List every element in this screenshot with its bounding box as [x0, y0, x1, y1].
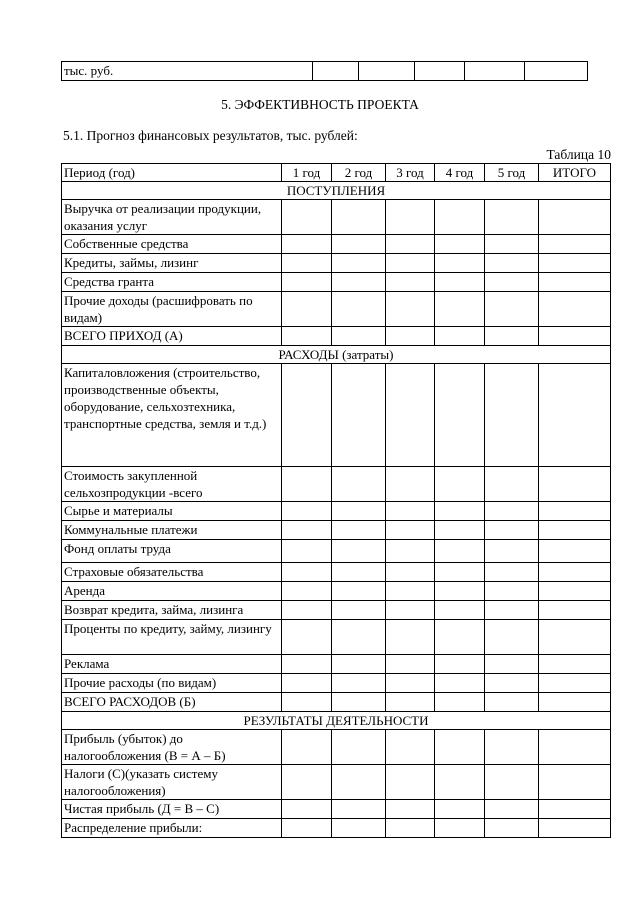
value-cell[interactable]	[282, 273, 332, 292]
value-cell[interactable]	[435, 819, 485, 838]
value-cell[interactable]	[435, 235, 485, 254]
value-cell[interactable]	[485, 540, 539, 563]
row-label-cell: Прочие доходы (расшифровать по видам)	[62, 292, 282, 327]
value-cell[interactable]	[386, 601, 435, 620]
year-header-cell: 5 год	[485, 164, 539, 182]
table-row	[62, 521, 611, 540]
value-cell[interactable]	[282, 467, 332, 502]
value-cell[interactable]	[435, 467, 485, 502]
table-cell	[415, 62, 465, 81]
value-cell[interactable]	[539, 800, 611, 819]
row-label-cell: Собственные средства	[62, 235, 282, 254]
section-title: 5. ЭФФЕКТИВНОСТЬ ПРОЕКТА	[221, 97, 419, 112]
value-cell[interactable]	[332, 235, 386, 254]
value-cell[interactable]	[539, 521, 611, 540]
value-cell[interactable]	[485, 674, 539, 693]
value-cell[interactable]	[332, 254, 386, 273]
row-label-cell: Выручка от реализации продукции, оказания услуг	[62, 200, 282, 235]
table-row	[62, 467, 611, 502]
row-label-cell: Реклама	[62, 655, 282, 674]
value-cell[interactable]	[485, 582, 539, 601]
value-cell[interactable]	[435, 292, 485, 327]
value-cell[interactable]	[485, 521, 539, 540]
value-cell[interactable]	[435, 254, 485, 273]
value-cell[interactable]	[485, 601, 539, 620]
expense-section-row-label: РАСХОДЫ (затраты)	[62, 346, 611, 364]
value-cell[interactable]	[386, 273, 435, 292]
previous-table-fragment	[61, 61, 588, 81]
value-cell[interactable]	[332, 467, 386, 502]
value-cell[interactable]	[282, 800, 332, 819]
year-header-cell: 2 год	[332, 164, 386, 182]
value-cell[interactable]	[386, 200, 435, 235]
value-cell[interactable]	[485, 254, 539, 273]
value-cell[interactable]	[282, 254, 332, 273]
value-cell[interactable]	[435, 800, 485, 819]
row-label-cell: Фонд оплаты труда	[62, 540, 282, 563]
row-label-cell: Аренда	[62, 582, 282, 601]
value-cell[interactable]	[435, 655, 485, 674]
value-cell[interactable]	[386, 563, 435, 582]
value-cell[interactable]	[386, 540, 435, 563]
value-cell[interactable]	[485, 502, 539, 521]
table-row	[62, 364, 611, 467]
table-row	[62, 563, 611, 582]
value-cell[interactable]	[282, 502, 332, 521]
value-cell[interactable]	[332, 800, 386, 819]
value-cell[interactable]	[485, 327, 539, 346]
value-cell[interactable]	[386, 521, 435, 540]
value-cell[interactable]	[282, 540, 332, 563]
financial-forecast-table	[61, 163, 611, 838]
value-cell[interactable]	[539, 273, 611, 292]
value-cell[interactable]	[386, 800, 435, 819]
value-cell[interactable]	[386, 730, 435, 765]
value-cell[interactable]	[282, 819, 332, 838]
table-cell	[525, 62, 588, 81]
value-cell[interactable]	[539, 540, 611, 563]
value-cell[interactable]	[332, 327, 386, 346]
row-label-cell: ВСЕГО РАСХОДОВ (Б)	[62, 693, 282, 712]
table-row	[62, 540, 611, 563]
value-cell[interactable]	[332, 521, 386, 540]
year-header-cell: 1 год	[282, 164, 332, 182]
row-label-cell: Сырье и материалы	[62, 502, 282, 521]
row-label-cell: ВСЕГО ПРИХОД (А)	[62, 327, 282, 346]
row-label-cell: Страховые обязательства	[62, 563, 282, 582]
results-section-row	[62, 712, 611, 730]
value-cell[interactable]	[435, 327, 485, 346]
income-section-row-label: ПОСТУПЛЕНИЯ	[62, 182, 611, 200]
table-row	[62, 292, 611, 327]
value-cell[interactable]	[386, 655, 435, 674]
value-cell[interactable]	[386, 819, 435, 838]
value-cell[interactable]	[539, 674, 611, 693]
year-header-cell: ИТОГО	[539, 164, 611, 182]
value-cell[interactable]	[332, 200, 386, 235]
value-cell[interactable]	[386, 765, 435, 800]
value-cell[interactable]	[435, 620, 485, 655]
value-cell[interactable]	[435, 693, 485, 712]
table-row	[62, 693, 611, 712]
value-cell[interactable]	[539, 582, 611, 601]
value-cell[interactable]	[282, 730, 332, 765]
value-cell[interactable]	[485, 235, 539, 254]
table-row	[62, 674, 611, 693]
table-number: Таблица 10	[546, 147, 611, 162]
row-label-cell: Возврат кредита, займа, лизинга	[62, 601, 282, 620]
value-cell[interactable]	[485, 364, 539, 467]
value-cell[interactable]	[332, 674, 386, 693]
value-cell[interactable]	[435, 765, 485, 800]
value-cell[interactable]	[539, 601, 611, 620]
value-cell[interactable]	[435, 502, 485, 521]
value-cell[interactable]	[435, 582, 485, 601]
value-cell[interactable]	[386, 693, 435, 712]
table-row	[62, 254, 611, 273]
value-cell[interactable]	[332, 655, 386, 674]
value-cell[interactable]	[282, 292, 332, 327]
value-cell[interactable]	[282, 674, 332, 693]
value-cell[interactable]	[386, 502, 435, 521]
value-cell[interactable]	[485, 563, 539, 582]
value-cell[interactable]	[539, 200, 611, 235]
value-cell[interactable]	[485, 292, 539, 327]
value-cell[interactable]	[539, 765, 611, 800]
value-cell[interactable]	[485, 800, 539, 819]
row-label-cell: Капиталовложения (строительство, производственные объекты, оборудование, сельхозтехника, транспортные средства, земля и т.д.)	[62, 364, 282, 467]
row-label-cell: Стоимость закупленной сельхозпродукции -всего	[62, 467, 282, 502]
value-cell[interactable]	[282, 601, 332, 620]
value-cell[interactable]	[435, 521, 485, 540]
row-label-cell: Проценты по кредиту, займу, лизингу	[62, 620, 282, 655]
value-cell[interactable]	[435, 563, 485, 582]
table-row	[62, 800, 611, 819]
value-cell[interactable]	[332, 563, 386, 582]
table-row	[62, 601, 611, 620]
value-cell[interactable]	[282, 765, 332, 800]
value-cell[interactable]	[386, 327, 435, 346]
value-cell[interactable]	[485, 819, 539, 838]
value-cell[interactable]	[539, 620, 611, 655]
value-cell[interactable]	[332, 765, 386, 800]
value-cell[interactable]	[332, 620, 386, 655]
value-cell[interactable]	[386, 674, 435, 693]
value-cell[interactable]	[485, 273, 539, 292]
value-cell[interactable]	[539, 254, 611, 273]
value-cell[interactable]	[485, 620, 539, 655]
row-label-cell: Кредиты, займы, лизинг	[62, 254, 282, 273]
value-cell[interactable]	[282, 620, 332, 655]
year-header-cell: 4 год	[435, 164, 485, 182]
value-cell[interactable]	[332, 540, 386, 563]
value-cell[interactable]	[539, 292, 611, 327]
value-cell[interactable]	[282, 521, 332, 540]
table-row	[62, 62, 588, 81]
row-label-cell: Средства гранта	[62, 273, 282, 292]
subsection-title: 5.1. Прогноз финансовых результатов, тыс. рублей:	[63, 128, 358, 143]
row-label-cell: Чистая прибыль (Д = В – С)	[62, 800, 282, 819]
table-row	[62, 620, 611, 655]
value-cell[interactable]	[332, 364, 386, 467]
unit-label-cell: тыс. руб.	[62, 62, 313, 81]
table-cell	[313, 62, 359, 81]
table-row	[62, 730, 611, 765]
value-cell[interactable]	[332, 601, 386, 620]
value-cell[interactable]	[386, 467, 435, 502]
table-row	[62, 235, 611, 254]
value-cell[interactable]	[386, 292, 435, 327]
expense-section-row	[62, 346, 611, 364]
value-cell[interactable]	[282, 200, 332, 235]
table-row	[62, 765, 611, 800]
value-cell[interactable]	[435, 273, 485, 292]
row-label-cell: Налоги (С)(указать систему налогообложения)	[62, 765, 282, 800]
value-cell[interactable]	[485, 467, 539, 502]
value-cell[interactable]	[332, 582, 386, 601]
value-cell[interactable]	[539, 693, 611, 712]
value-cell[interactable]	[485, 655, 539, 674]
value-cell[interactable]	[332, 273, 386, 292]
value-cell[interactable]	[332, 292, 386, 327]
value-cell[interactable]	[485, 200, 539, 235]
value-cell[interactable]	[485, 693, 539, 712]
value-cell[interactable]	[386, 364, 435, 467]
value-cell[interactable]	[539, 563, 611, 582]
value-cell[interactable]	[435, 200, 485, 235]
table-cell	[465, 62, 525, 81]
year-header-cell: 3 год	[386, 164, 435, 182]
row-label-cell: Прочие расходы (по видам)	[62, 674, 282, 693]
row-label-cell: Коммунальные платежи	[62, 521, 282, 540]
value-cell[interactable]	[282, 563, 332, 582]
value-cell[interactable]	[539, 364, 611, 467]
row-label-cell: Распределение прибыли:	[62, 819, 282, 838]
table-row	[62, 502, 611, 521]
value-cell[interactable]	[282, 582, 332, 601]
table-row	[62, 273, 611, 292]
table-row	[62, 200, 611, 235]
value-cell[interactable]	[539, 327, 611, 346]
value-cell[interactable]	[282, 655, 332, 674]
value-cell[interactable]	[435, 540, 485, 563]
table-header-row	[62, 164, 611, 182]
row-label-cell: Прибыль (убыток) до налогообложения (В = А – Б)	[62, 730, 282, 765]
value-cell[interactable]	[539, 467, 611, 502]
value-cell[interactable]	[435, 730, 485, 765]
value-cell[interactable]	[485, 765, 539, 800]
table-row	[62, 582, 611, 601]
value-cell[interactable]	[539, 235, 611, 254]
value-cell[interactable]	[435, 601, 485, 620]
value-cell[interactable]	[282, 693, 332, 712]
table-row	[62, 327, 611, 346]
value-cell[interactable]	[282, 327, 332, 346]
value-cell[interactable]	[539, 502, 611, 521]
value-cell[interactable]	[282, 364, 332, 467]
value-cell[interactable]	[332, 819, 386, 838]
value-cell[interactable]	[386, 254, 435, 273]
value-cell[interactable]	[435, 674, 485, 693]
value-cell[interactable]	[332, 502, 386, 521]
value-cell[interactable]	[332, 693, 386, 712]
value-cell[interactable]	[386, 235, 435, 254]
income-section-row	[62, 182, 611, 200]
value-cell[interactable]	[435, 364, 485, 467]
value-cell[interactable]	[539, 655, 611, 674]
value-cell[interactable]	[539, 730, 611, 765]
period-header-cell: Период (год)	[62, 164, 282, 182]
table-row	[62, 819, 611, 838]
value-cell[interactable]	[386, 620, 435, 655]
value-cell[interactable]	[282, 235, 332, 254]
results-section-row-label: РЕЗУЛЬТАТЫ ДЕЯТЕЛЬНОСТИ	[62, 712, 611, 730]
table-cell	[359, 62, 415, 81]
value-cell[interactable]	[386, 582, 435, 601]
value-cell[interactable]	[332, 730, 386, 765]
table-row	[62, 655, 611, 674]
value-cell[interactable]	[539, 819, 611, 838]
value-cell[interactable]	[485, 730, 539, 765]
